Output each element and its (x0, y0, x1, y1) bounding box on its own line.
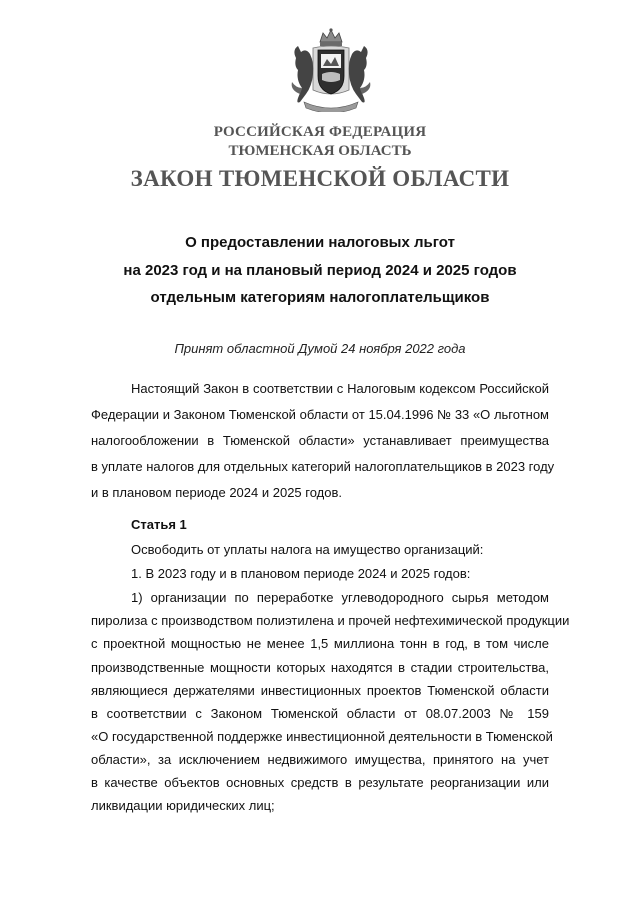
article-subitem-line: в соответствии с Законом Тюменской области от 08.07.2003 № 159 (91, 706, 549, 721)
article-subitem-line: являющиеся держателями инвестиционных проектов Тюменской области (91, 683, 549, 698)
preamble-line: Настоящий Закон в соответствии с Налоговым кодексом Российской (131, 381, 549, 396)
article-subitem-line: производственные мощности которых находятся в стадии строительства, (91, 660, 549, 675)
article-subitem-line: «О государственной поддержке инвестиционной деятельности в Тюменской (91, 729, 553, 744)
law-title-line: на 2023 год и на плановый период 2024 и 2025 годов (123, 262, 517, 279)
article-subitem-line: ликвидации юридических лиц; (91, 798, 275, 813)
law-title-line: О предоставлении налоговых льгот (185, 234, 455, 251)
law-title-line: отдельным категориям налогоплательщиков (150, 289, 490, 306)
country-heading: РОССИЙСКАЯ ФЕДЕРАЦИЯ (213, 124, 427, 140)
article-item: 1. В 2023 году и в плановом периоде 2024 и 2025 годов: (131, 566, 471, 581)
article-subitem-line: области», за исключением недвижимого имущества, принятого на учет (91, 752, 549, 767)
coat-of-arms-emblem (286, 28, 376, 112)
preamble-line: налогообложении в Тюменской области» устанавливает преимущества (91, 433, 549, 448)
preamble-line: в уплате налогов для отдельных категорий налогоплательщиков в 2023 году (91, 459, 555, 474)
law-type-heading: ЗАКОН ТЮМЕНСКОЙ ОБЛАСТИ (130, 166, 510, 191)
region-heading: ТЮМЕНСКАЯ ОБЛАСТЬ (228, 143, 412, 159)
article-subitem-line: в качестве объектов основных средств в результате реорганизации или (91, 775, 549, 790)
article-subitem-line: 1) организации по переработке углеводородного сырья методом (131, 590, 549, 605)
adoption-note: Принят областной Думой 24 ноября 2022 года (174, 341, 466, 356)
article-intro: Освободить от уплаты налога на имущество организаций: (131, 542, 484, 557)
article-heading: Статья 1 (131, 517, 187, 532)
preamble-line: Федерации и Законом Тюменской области от 15.04.1996 № 33 «О льготном (91, 407, 549, 422)
preamble-line: и в плановом периоде 2024 и 2025 годов. (91, 485, 342, 500)
article-subitem-line: пиролиза с производством полиэтилена и прочей нефтехимической продукции (91, 613, 570, 628)
article-subitem-line: с проектной мощностью не менее 1,5 миллиона тонн в год, в том числе (91, 636, 549, 651)
